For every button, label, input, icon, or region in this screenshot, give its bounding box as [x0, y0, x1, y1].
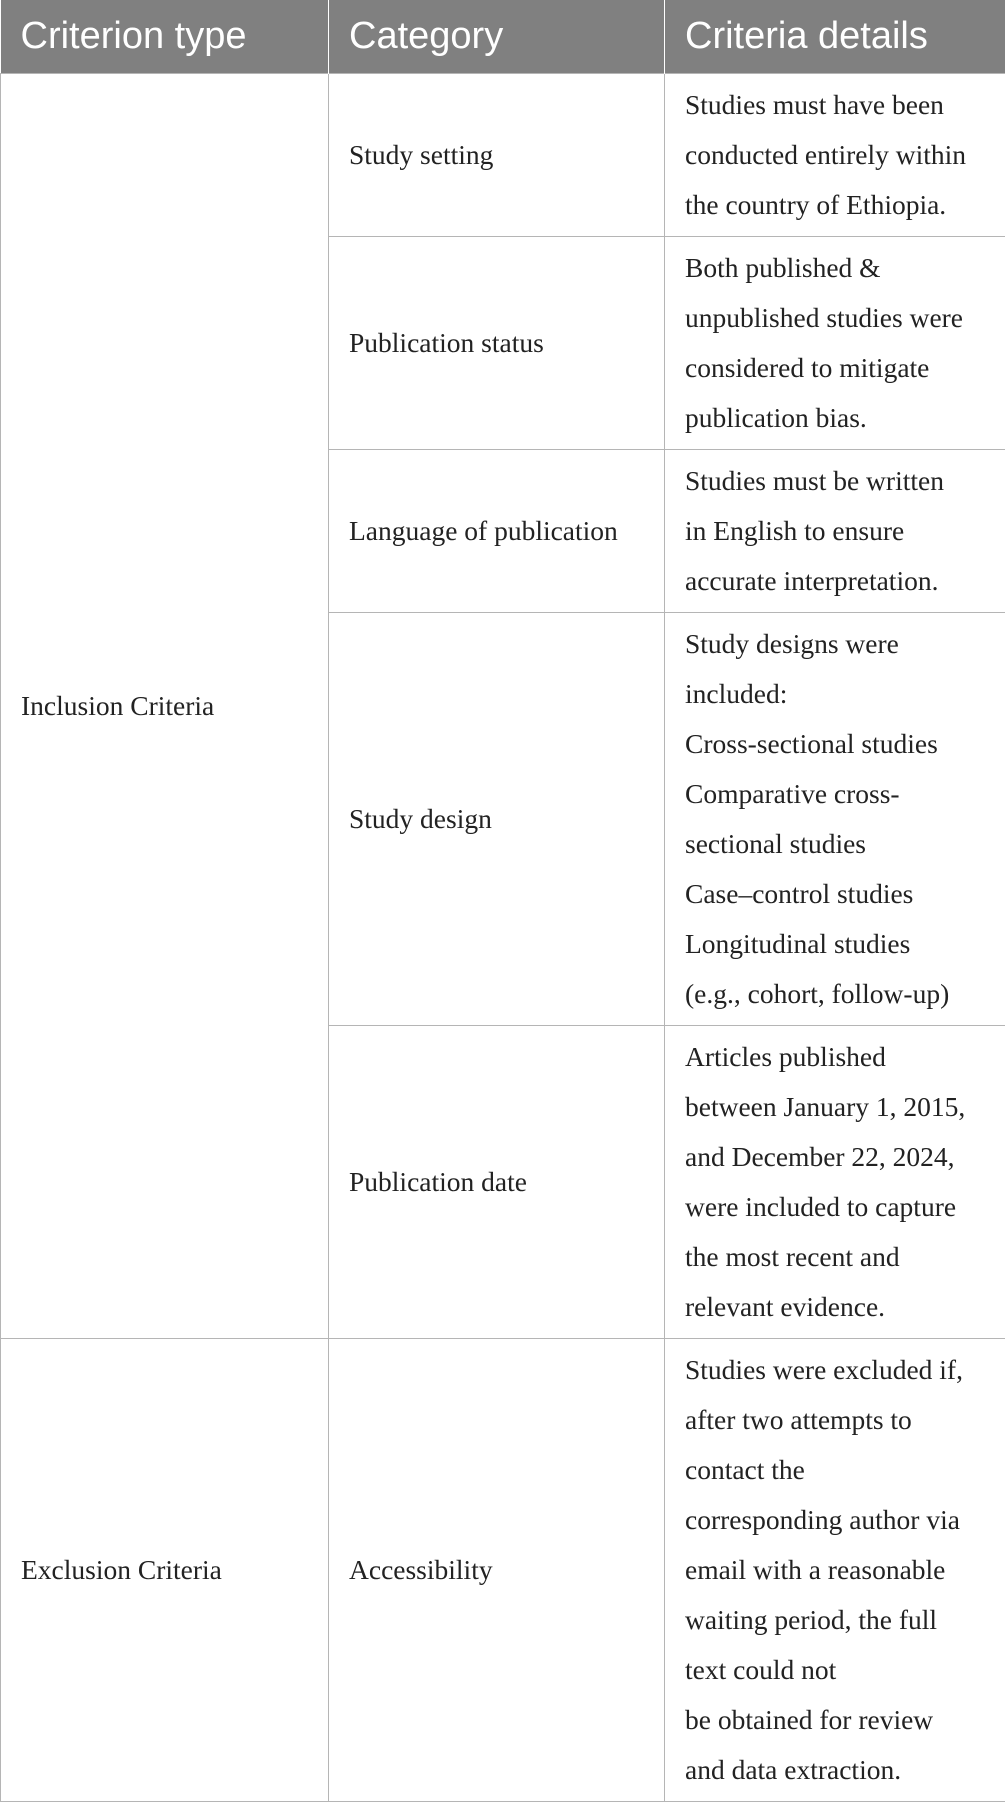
criterion-type-cell: Inclusion Criteria	[1, 74, 329, 1339]
details-line: text could not	[685, 1654, 837, 1685]
details-line: publication bias.	[685, 402, 867, 433]
details-line: Comparative cross-	[685, 778, 900, 809]
table-row	[1, 74, 1005, 237]
details-cell	[665, 1026, 1005, 1339]
category-cell: Study design	[329, 613, 665, 1026]
details-line: in English to ensure	[685, 515, 905, 546]
details-line: sectional studies	[685, 828, 867, 859]
details-line: included:	[685, 678, 788, 709]
table-row	[1, 1339, 1005, 1802]
details-line: Both published &	[685, 252, 881, 283]
category-cell: Study setting	[329, 74, 665, 237]
details-line: the country of Ethiopia.	[685, 189, 947, 220]
header-criteria-details: Criteria details	[665, 0, 1005, 74]
details-line: the most recent and	[685, 1241, 900, 1272]
details-line: between January 1, 2015,	[685, 1091, 966, 1122]
details-line: corresponding author via	[685, 1504, 960, 1535]
details-line: Studies must have been	[685, 89, 944, 120]
details-line: after two attempts to	[685, 1404, 912, 1435]
details-cell	[665, 613, 1005, 1026]
criterion-type-cell: Exclusion Criteria	[1, 1339, 329, 1802]
details-line: accurate interpretation.	[685, 565, 939, 596]
details-line: contact the	[685, 1454, 805, 1485]
details-line: Studies must be written	[685, 465, 944, 496]
details-line: waiting period, the full	[685, 1604, 938, 1635]
details-cell	[665, 450, 1005, 613]
details-line: unpublished studies were	[685, 302, 964, 333]
category-cell: Publication date	[329, 1026, 665, 1339]
header-row	[1, 0, 1005, 74]
details-line: Study designs were	[685, 628, 899, 659]
details-line: and data extraction.	[685, 1754, 902, 1785]
details-line: (e.g., cohort, follow-up)	[685, 978, 950, 1009]
details-line: considered to mitigate	[685, 352, 930, 383]
details-line: Longitudinal studies	[685, 928, 911, 959]
details-line: Studies were excluded if,	[685, 1354, 963, 1385]
header-criterion-type: Criterion type	[1, 0, 329, 74]
category-cell: Accessibility	[329, 1339, 665, 1802]
header-category: Category	[329, 0, 665, 74]
details-line: be obtained for review	[685, 1704, 934, 1735]
details-line: were included to capture	[685, 1191, 957, 1222]
details-line: and December 22, 2024,	[685, 1141, 955, 1172]
details-line: Case–control studies	[685, 878, 914, 909]
category-cell: Publication status	[329, 237, 665, 450]
details-line: relevant evidence.	[685, 1291, 886, 1322]
details-line: conducted entirely within	[685, 139, 967, 170]
details-line: email with a reasonable	[685, 1554, 946, 1585]
details-cell	[665, 1339, 1005, 1802]
details-cell	[665, 237, 1005, 450]
details-line: Cross-sectional studies	[685, 728, 938, 759]
details-line: Articles published	[685, 1041, 886, 1072]
details-cell	[665, 74, 1005, 237]
category-cell: Language of publication	[329, 450, 665, 613]
